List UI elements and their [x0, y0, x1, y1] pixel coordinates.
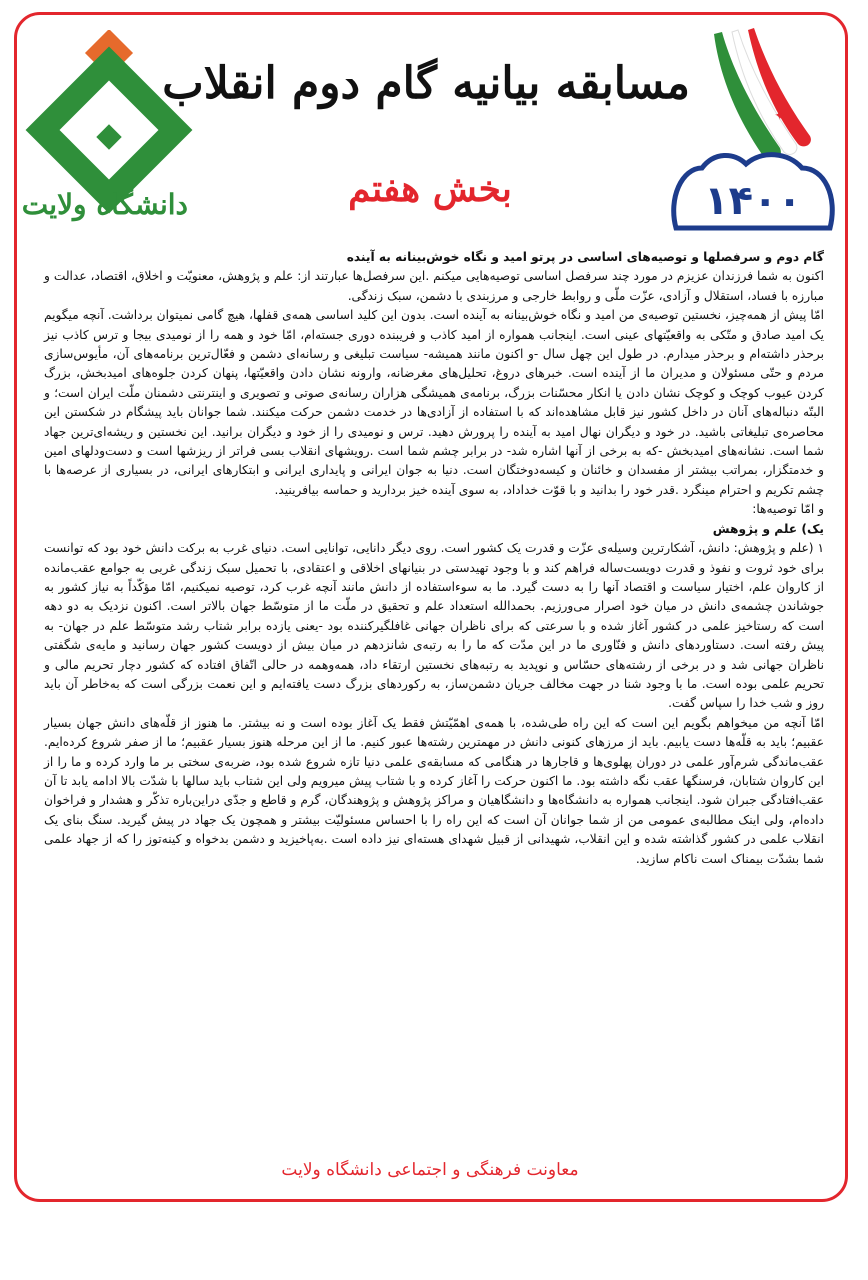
article-body: [44, 248, 824, 869]
article-paragraph: و امّا توصیه‌ها:: [752, 502, 824, 517]
article-paragraph: ۱ (علم و پژوهش: دانش، آشکارترین وسیله‌ی عزّت و قدرت یک کشور است. روی دیگر دانایی، توانایی است. دنیای غرب به برکت دانش خود بود که توانست برای خود ثروت و نفوذ و قدرت دویست‌ساله فراهم کند و با وجود تهیدستی در بنیانهای اخلاقی و اعتقادی، با تحمیل سبک زندگی غربی به جوامع عقب‌مانده از کاروان علم، اختیار سیاست و اقتصاد آنها را به دست گیرد. ما به سوءاستفاده از دانش مانند آنچه غرب کرد، توصیه نمیکنیم، امّا مؤکّداً به نیاز کشور به جوشاندن چشمه‌ی دانش در میان خود اصرار می‌ورزیم. بحمدالله استعداد علم و تحقیق در ملّت ما از متوسّط جهان بالاتر است. اکنون نزدیک به دو دهه است که رستاخیز علمی در کشور آغاز شده و با سرعتی که برای ناظران جهانی غافلگیرکننده بود -یعنی یازده برابر شتاب رشد متوسّط علم در جهان- به پیش رفته است. دستاوردهای دانش و فنّاوری ما در این مدّت که ما را به رتبه‌ی شانزدهم در میان بیش از دویست کشور جهان رسانید و مایه‌ی شگفتی ناظران جهانی شد و در برخی از رشته‌های حسّاس و نوپدید به رتبه‌های نخستین ارتقاء داد، همه‌وهمه در حالی اتّفاق افتاده که کشور دچار تحریم مالی و تحریم علمی بوده است. ما با وجود شنا در جهت مخالف جریان دشمن‌ساز، به رکوردهای بزرگ دست یافته‌ایم و این نعمت بزرگی است که به‌خاطر آن باید روز و شب خدا را سپاس گفت.: [44, 541, 824, 711]
section-subtitle: بخش هفتم: [348, 168, 512, 210]
university-logo-text: دانشگاه ولایت: [21, 188, 188, 221]
article-title: گام دوم و سرفصلها و توصیه‌های اساسی در پرتو امید و نگاه خوش‌بینانه به آینده: [346, 250, 824, 264]
page-title: مسابقه بیانیه گام دوم انقلاب: [162, 58, 690, 109]
emblem-number: ۱۴۰۰: [704, 178, 802, 224]
article-paragraph: امّا آنچه من میخواهم بگویم این است که این راه طی‌شده، با همه‌ی اهمّیّتش فقط یک آغاز بوده است و نه بیشتر. ما هنوز از قلّه‌های دانش جهان بسیار عقبیم؛ باید به قلّه‌ها دست یابیم. باید از مرزهای کنونی دانش در مهمترین رشته‌ها عبور کنیم. ما از این مرحله هنوز بسیار عقبیم؛ ما از صفر شروع کرده‌ایم. عقب‌ماندگی شرم‌آور علمی در دوران پهلوی‌ها و قاجارها در هنگامی که مسابقه‌ی علمی دنیا تازه شروع شده بود، ضربه‌ی سختی بر ما وارد کرده و ما را از این کاروان شتابان، فرسنگها عقب نگه داشته بود. ما اکنون حرکت را آغاز کرده و با شتاب پیش میرویم ولی این شتاب باید سالها با شدّت بالا ادامه یابد تا آن عقب‌افتادگی جبران شود. اینجانب همواره به دانشگاه‌ها و دانشگاهیان و مراکز پژوهش و پژوهندگان، گرم و قاطع و جدّی دراین‌باره تذکّر و هشدار و فراخوان داده‌ام، ولی اینک مطالبه‌ی عمومی من از شما جوانان آن است که این راه را با احساس مسئولیّت بیشتر و همچون یک جهاد در پیش گیرید. سنگ بنای یک انقلاب علمی در کشور گذاشته شده و این انقلاب، شهیدانی از قبیل شهدای هسته‌ای نیز داده است .به‌پاخیزید و دشمن بدخواه و کینه‌توز را که از جهاد علمی شما بشدّت بیمناک است ناکام سازید.: [44, 715, 824, 866]
footer-signature: معاونت فرهنگی و اجتماعی دانشگاه ولایت: [281, 1160, 579, 1180]
article-paragraph: امّا پیش از همه‌چیز، نخستین توصیه‌ی من امید و نگاه خوش‌بینانه به آینده است. بدون این کلید اساسی همه‌ی قفلها، هیچ گامی نمیتوان برداشت. آنچه میگویم یک امید صادق و متّکی به واقعیّتهای عینی است. اینجانب همواره از امید کاذب و فریبنده دوری جسته‌ام، امّا خود و همه را از نومیدی بیجا و ترس کاذب نیز برحذر داشته‌ام و برحذر میدارم. در طول این چهل سال -و اکنون مانند همیشه- سیاست تبلیغی و رسانه‌ای دشمن و فعّال‌ترین برنامه‌های آن، مأیوس‌سازی مردم و حتّی مسئولان و مدیران ما از آینده است. خبرهای دروغ، تحلیل‌های مغرضانه، وارونه نشان دادن واقعیّتها، پنهان کردن جلوه‌های امیدبخش، بزرگ کردن عیوب کوچک و کوچک نشان دادن یا انکار محسّنات بزرگ، برنامه‌ی همیشگی هزاران رسانه‌ی صوتی و تصویری و اینترنتی دشمنان ملّت ایران است؛ و البتّه دنباله‌های آنان در داخل کشور نیز قابل مشاهده‌اند که با استفاده از آزادی‌ها در خدمت دشمن حرکت میکنند. شما جوانان باید پیشگام در شکستن این محاصره‌ی تبلیغاتی باشید. در خود و دیگران نهال امید به آینده را پرورش دهید. ترس و نومیدی را از خود و دیگران برانید. این نخستین و ریشه‌ای‌ترین جهاد شما است. نشانه‌های امیدبخش -که به برخی از آنها اشاره شد- در برابر چشم شما است .رویشهای انقلاب بسی فراتر از ریزشها است و دست‌ودلهای امین و خدمتگزار، بمراتب بیشتر از مفسدان و خائنان و کیسه‌دوختگان است. دنیا به جوان ایرانی و پایداری ایرانی و ابتکارهای ایرانی، در بسیاری از عرصه‌ها با چشم تکریم و احترام مینگرد .قدر خود را بدانید و با قوّت خداداد، به سوی آینده خیز بردارید و حماسه بیافرینید.: [44, 308, 824, 497]
section-heading: یک) علم و پژوهش: [712, 521, 824, 536]
article-paragraph: اکنون به شما فرزندان عزیزم در مورد چند سرفصل اساسی توصیه‌هایی میکنم .این سرفصل‌ها عبارتند از: علم و پژوهش، معنویّت و اخلاق، اقتصاد، عدالت و مبارزه با فساد، استقلال و آزادی، عزّت ملّی و روابط خارجی و مرزبندی با دشمن، سبک زندگی.: [44, 269, 824, 303]
svg-text:✦: ✦: [774, 108, 786, 124]
